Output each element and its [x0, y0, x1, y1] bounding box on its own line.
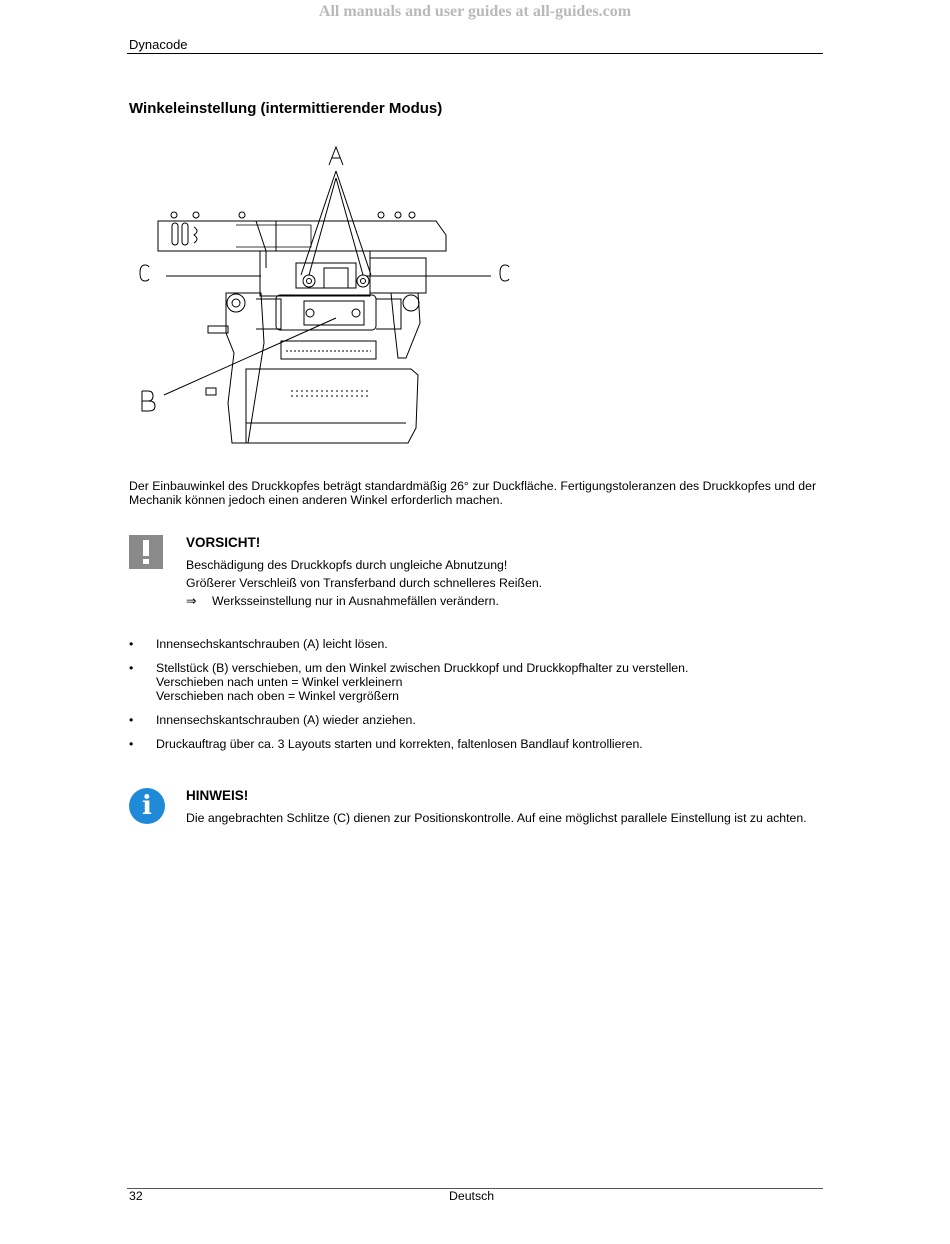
right-arrow-icon: ⇒	[186, 594, 197, 608]
list-item	[129, 737, 829, 751]
header-brand: Dynacode	[129, 37, 188, 52]
caution-line: Größerer Verschleiß von Transferband durch schnelleres Reißen.	[186, 576, 543, 590]
page-number: 32	[129, 1189, 143, 1203]
header-rule	[127, 53, 823, 54]
caution-title: VORSICHT!	[186, 535, 261, 550]
step-subline: Verschieben nach oben = Winkel vergrößern	[156, 689, 400, 703]
step-list	[129, 637, 829, 761]
caution-action	[186, 592, 836, 610]
list-item	[129, 713, 829, 727]
bullet-icon: •	[129, 713, 134, 727]
step-text: Innensechskantschrauben (A) leicht lösen.	[156, 637, 388, 651]
printhead-diagram	[136, 143, 516, 463]
intro-paragraph: Der Einbauwinkel des Druckkopfes beträgt standardmäßig 26° zur Duckfläche. Fertigungstoleranzen des Druckkopfes und der Mechanik können jedoch einen anderen Winkel erforderlich machen.	[129, 479, 817, 507]
caution-body	[186, 556, 836, 610]
page-title: Winkeleinstellung (intermittierender Modus)	[129, 100, 443, 117]
info-title: HINWEIS!	[186, 788, 249, 803]
list-item	[129, 637, 829, 651]
info-text: Die angebrachten Schlitze (C) dienen zur Positionskontrolle. Auf eine möglichst parallele Einstellung ist zu achten.	[186, 811, 807, 825]
warning-exclamation-icon	[129, 535, 163, 569]
step-text: Stellstück (B) verschieben, um den Winkel zwischen Druckkopf und Druckkopfhalter zu verstellen.	[156, 661, 689, 675]
bullet-icon: •	[129, 737, 134, 751]
bullet-icon: •	[129, 637, 134, 651]
caution-line: Beschädigung des Druckkopfs durch ungleiche Abnutzung!	[186, 558, 508, 572]
step-subline: Verschieben nach unten = Winkel verkleinern	[156, 675, 403, 689]
caution-action-text: Werksseinstellung nur in Ausnahmefällen verändern.	[212, 594, 499, 608]
list-item	[129, 661, 829, 703]
info-icon: i	[129, 788, 165, 824]
bullet-icon: •	[129, 661, 134, 675]
step-text: Innensechskantschrauben (A) wieder anziehen.	[156, 713, 416, 727]
footer-language: Deutsch	[449, 1189, 495, 1203]
step-text: Druckauftrag über ca. 3 Layouts starten und korrekten, faltenlosen Bandlauf kontrollieren.	[156, 737, 643, 751]
watermark: All manuals and user guides at all-guides.com	[318, 3, 632, 20]
